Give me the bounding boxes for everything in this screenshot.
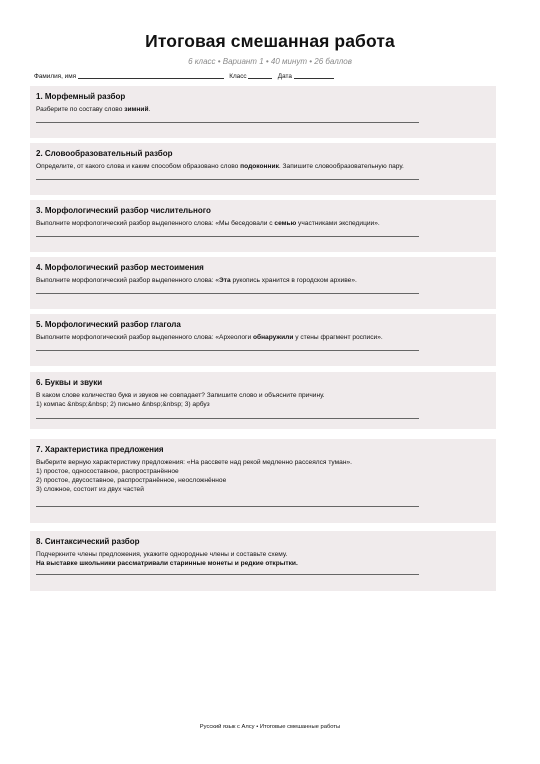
task-text: Определите, от какого слова и каким способом образовано слово bbox=[36, 163, 241, 170]
task-title: 2. Словообразовательный разбор bbox=[36, 149, 173, 158]
task-instructions bbox=[36, 333, 490, 342]
page-subtitle: 6 класс • Вариант 1 • 40 минут • 26 баллов bbox=[188, 57, 352, 66]
highlighted-word: Эта bbox=[219, 277, 231, 284]
task-title: 6. Буквы и звуки bbox=[36, 378, 103, 387]
answer-line[interactable] bbox=[36, 418, 419, 419]
answer-line[interactable] bbox=[36, 506, 419, 507]
task-text-line bbox=[36, 458, 490, 467]
task-text: Выполните морфологический разбор выделенного слова: « bbox=[36, 277, 220, 284]
task-text-line bbox=[36, 105, 490, 114]
name-label: Фамилия, имя bbox=[34, 73, 77, 80]
highlighted-word: семью bbox=[274, 220, 297, 227]
task-text: 1) компас &nbsp;&nbsp; 2) письмо &nbsp;&nbsp; 3) арбуз bbox=[36, 401, 210, 408]
task-section-2 bbox=[30, 143, 496, 195]
task-text: Выполните морфологический разбор выделенного слова: «Мы беседовали с bbox=[36, 220, 275, 227]
task-title: 4. Морфологический разбор местоимения bbox=[36, 263, 204, 272]
task-text: Выберите верную характеристику предложения: «На рассвете над рекой медленно рассеялся туман». bbox=[36, 459, 352, 466]
task-title: 7. Характеристика предложения bbox=[36, 445, 164, 454]
highlighted-word: зимний bbox=[124, 106, 149, 113]
task-text: у стены фрагмент росписи». bbox=[293, 334, 383, 341]
task-title: 1. Морфемный разбор bbox=[36, 92, 126, 101]
task-text-line bbox=[36, 467, 490, 476]
task-text-line bbox=[36, 550, 490, 559]
page-footer: Русский язык с Алсу • Итоговые смешанные работы bbox=[199, 724, 341, 730]
answer-line[interactable] bbox=[36, 350, 419, 351]
task-text-line bbox=[36, 333, 490, 342]
task-instructions bbox=[36, 162, 490, 171]
task-text-line bbox=[36, 400, 490, 409]
page-title: Итоговая смешанная работа bbox=[145, 31, 395, 51]
task-section-5 bbox=[30, 314, 496, 366]
task-title: 8. Синтаксический разбор bbox=[36, 537, 140, 546]
task-title: 5. Морфологический разбор глагола bbox=[36, 320, 181, 329]
name-field[interactable] bbox=[78, 72, 224, 79]
answer-line[interactable] bbox=[36, 574, 419, 575]
task-text: . Запишите словообразовательную пару. bbox=[278, 163, 404, 170]
task-instructions bbox=[36, 276, 490, 285]
task-text: 2) простое, двусоставное, распространённое, неосложнённое bbox=[36, 477, 227, 484]
task-section-4 bbox=[30, 257, 496, 309]
highlighted-word: На выставке школьники рассматривали старинные монеты и редкие открытки. bbox=[36, 560, 298, 567]
task-section-1 bbox=[30, 86, 496, 138]
highlighted-word: подоконник bbox=[240, 163, 279, 170]
task-text: Выполните морфологический разбор выделенного слова: «Археологи bbox=[36, 334, 253, 341]
task-text: 1) простое, односоставное, распространённое bbox=[36, 468, 179, 475]
date-field[interactable] bbox=[294, 72, 334, 79]
task-text: Подчеркните члены предложения, укажите однородные члены и составьте схему. bbox=[36, 551, 288, 558]
student-info-fields bbox=[34, 72, 334, 80]
task-instructions bbox=[36, 219, 490, 228]
task-instructions bbox=[36, 391, 490, 409]
task-text-line bbox=[36, 219, 490, 228]
task-text: 3) сложное, состоит из двух частей bbox=[36, 486, 144, 493]
task-section-8 bbox=[30, 531, 496, 591]
task-text: . bbox=[148, 106, 151, 113]
answer-line[interactable] bbox=[36, 293, 419, 294]
answer-line[interactable] bbox=[36, 122, 419, 123]
highlighted-word: обнаружили bbox=[252, 334, 294, 341]
task-text-line bbox=[36, 391, 490, 400]
task-instructions bbox=[36, 550, 490, 568]
task-text-line bbox=[36, 559, 490, 568]
task-instructions bbox=[36, 105, 490, 114]
task-section-3 bbox=[30, 200, 496, 252]
task-text: участниками экспедиции». bbox=[296, 220, 380, 227]
task-text-line bbox=[36, 476, 490, 485]
class-field[interactable] bbox=[248, 72, 272, 79]
task-text: Разберите по составу слово bbox=[36, 106, 125, 113]
task-instructions bbox=[36, 458, 490, 494]
task-section-6 bbox=[30, 372, 496, 429]
date-label: Дата bbox=[277, 73, 292, 80]
task-section-7 bbox=[30, 439, 496, 523]
task-text: рукопись хранится в городском архиве». bbox=[230, 277, 357, 284]
task-text: В каком слове количество букв и звуков не совпадает? Запишите слово и объясните причину. bbox=[36, 392, 325, 399]
task-title: 3. Морфологический разбор числительного bbox=[36, 206, 211, 215]
task-text-line bbox=[36, 162, 490, 171]
answer-line[interactable] bbox=[36, 236, 419, 237]
class-label: Класс bbox=[229, 73, 247, 80]
task-text-line bbox=[36, 276, 490, 285]
answer-line[interactable] bbox=[36, 179, 419, 180]
task-text-line bbox=[36, 485, 490, 494]
